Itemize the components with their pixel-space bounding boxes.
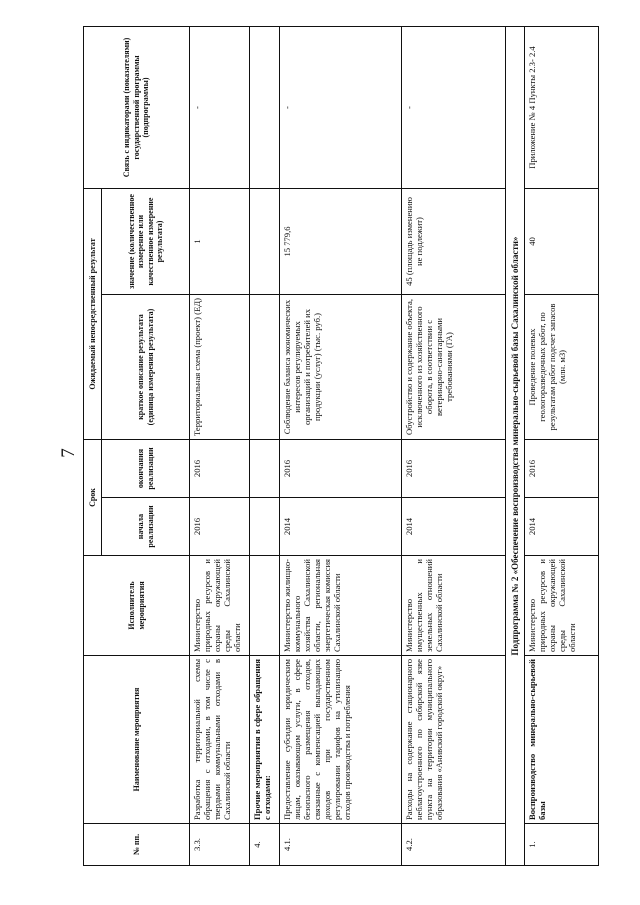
row-start: 2014 bbox=[280, 498, 402, 556]
row-start: 2016 bbox=[190, 498, 250, 556]
row-num: 4.2. bbox=[402, 824, 506, 866]
row-num: 4. bbox=[250, 824, 280, 866]
row-link: - bbox=[402, 27, 506, 189]
row-value: 40 bbox=[525, 189, 599, 295]
row-executor: Министерство жилищно-коммунального хозяйства Сахалинской области, региональная энергетическая комиссия Сахалинской области bbox=[280, 556, 402, 656]
header-start: начала реализации bbox=[102, 498, 190, 556]
header-result: Ожидаемый непосредственный результат bbox=[84, 189, 102, 440]
row-link: - bbox=[280, 27, 402, 189]
row-start: 2014 bbox=[525, 498, 599, 556]
row-end: 2016 bbox=[525, 440, 599, 498]
row-desc: Территориальная схема (проект) (ЕД) bbox=[190, 295, 250, 440]
row-num: 3.3. bbox=[190, 824, 250, 866]
row-desc bbox=[250, 295, 280, 440]
row-end: 2016 bbox=[190, 440, 250, 498]
row-link: - bbox=[190, 27, 250, 189]
header-name: Наименование мероприятия bbox=[84, 656, 190, 824]
header-term: Срок bbox=[84, 440, 102, 556]
table-row bbox=[280, 27, 402, 866]
row-desc: Обустройство и содержание объекта, исключенного из хозяйственного оборота, в соответствии с ветеринарно-санитарными требованиями (ГА) bbox=[402, 295, 506, 440]
rotated-table-wrapper bbox=[83, 27, 583, 866]
header-end: окончания реализации bbox=[102, 440, 190, 498]
row-num: 1. bbox=[525, 824, 599, 866]
row-value: 1 bbox=[190, 189, 250, 295]
row-link: Приложение № 4 Пункты 2.3- 2.4 bbox=[525, 27, 599, 189]
row-value: 45 (площадь изменению не подлежит) bbox=[402, 189, 506, 295]
row-desc: Соблюдение баланса экономических интересов регулируемых организаций и потребителей их продукции (услуг) (тыс. руб.) bbox=[280, 295, 402, 440]
table-row bbox=[525, 27, 599, 866]
row-end: 2016 bbox=[280, 440, 402, 498]
header-num: № пп. bbox=[84, 824, 190, 866]
program-activities-table bbox=[83, 26, 599, 866]
page-number: 7 bbox=[57, 448, 79, 458]
row-link bbox=[250, 27, 280, 189]
row-name: Предоставление субсидии юридическим лицам, оказывающим услуги, в сфере безопасного размещения отходов, связанные с компенсацией выпадающих доходов при государственном регулировании тарифов на утилизацию отходов производства и потребления bbox=[280, 656, 402, 824]
row-executor: Министерство природных ресурсов и охраны окружающей среды Сахалинской области bbox=[525, 556, 599, 656]
row-end: 2016 bbox=[402, 440, 506, 498]
header-value: значение (количественное измерение или качественное измерение результата) bbox=[102, 189, 190, 295]
row-start: 2014 bbox=[402, 498, 506, 556]
row-value: 15 779,6 bbox=[280, 189, 402, 295]
row-name: Прочие мероприятия в сфере обращения с отходами: bbox=[250, 656, 280, 824]
row-name: Расходы на содержание стационарного неблагоустроенного по сибирской язве пункта на территории муниципального образования «Анивский городской округ» bbox=[402, 656, 506, 824]
row-value bbox=[250, 189, 280, 295]
row-executor bbox=[250, 556, 280, 656]
table-row bbox=[250, 27, 280, 866]
table-row bbox=[402, 27, 506, 866]
row-num: 4.1. bbox=[280, 824, 402, 866]
row-executor: Министерство имущественных и земельных отношений Сахалинской области bbox=[402, 556, 506, 656]
subprogram-section-row bbox=[506, 27, 525, 866]
header-link: Связь с индикаторами (показателями) государственной программы (подпрограммы) bbox=[84, 27, 190, 189]
subprogram-title: Подпрограмма № 2 «Обеспечение воспроизводства минерально-сырьевой базы Сахалинской области» bbox=[506, 27, 525, 866]
row-desc: Проведение полевых геологоразведочных работ, по результатам работ подсчет запасов (млн. м3) bbox=[525, 295, 599, 440]
row-start bbox=[250, 498, 280, 556]
row-executor: Министерство природных ресурсов и охраны окружающей среды Сахалинской области bbox=[190, 556, 250, 656]
row-name: Воспроизводство минерально-сырьевой базы bbox=[525, 656, 599, 824]
row-name: Разработка территориальной схемы обращения с отходами, в том числе с твердыми коммунальными отходами в Сахалинской области bbox=[190, 656, 250, 824]
row-end bbox=[250, 440, 280, 498]
header-executor: Исполнитель мероприятия bbox=[84, 556, 190, 656]
header-desc: краткое описание результата (единица измерения результата) bbox=[102, 295, 190, 440]
table-row bbox=[190, 27, 250, 866]
